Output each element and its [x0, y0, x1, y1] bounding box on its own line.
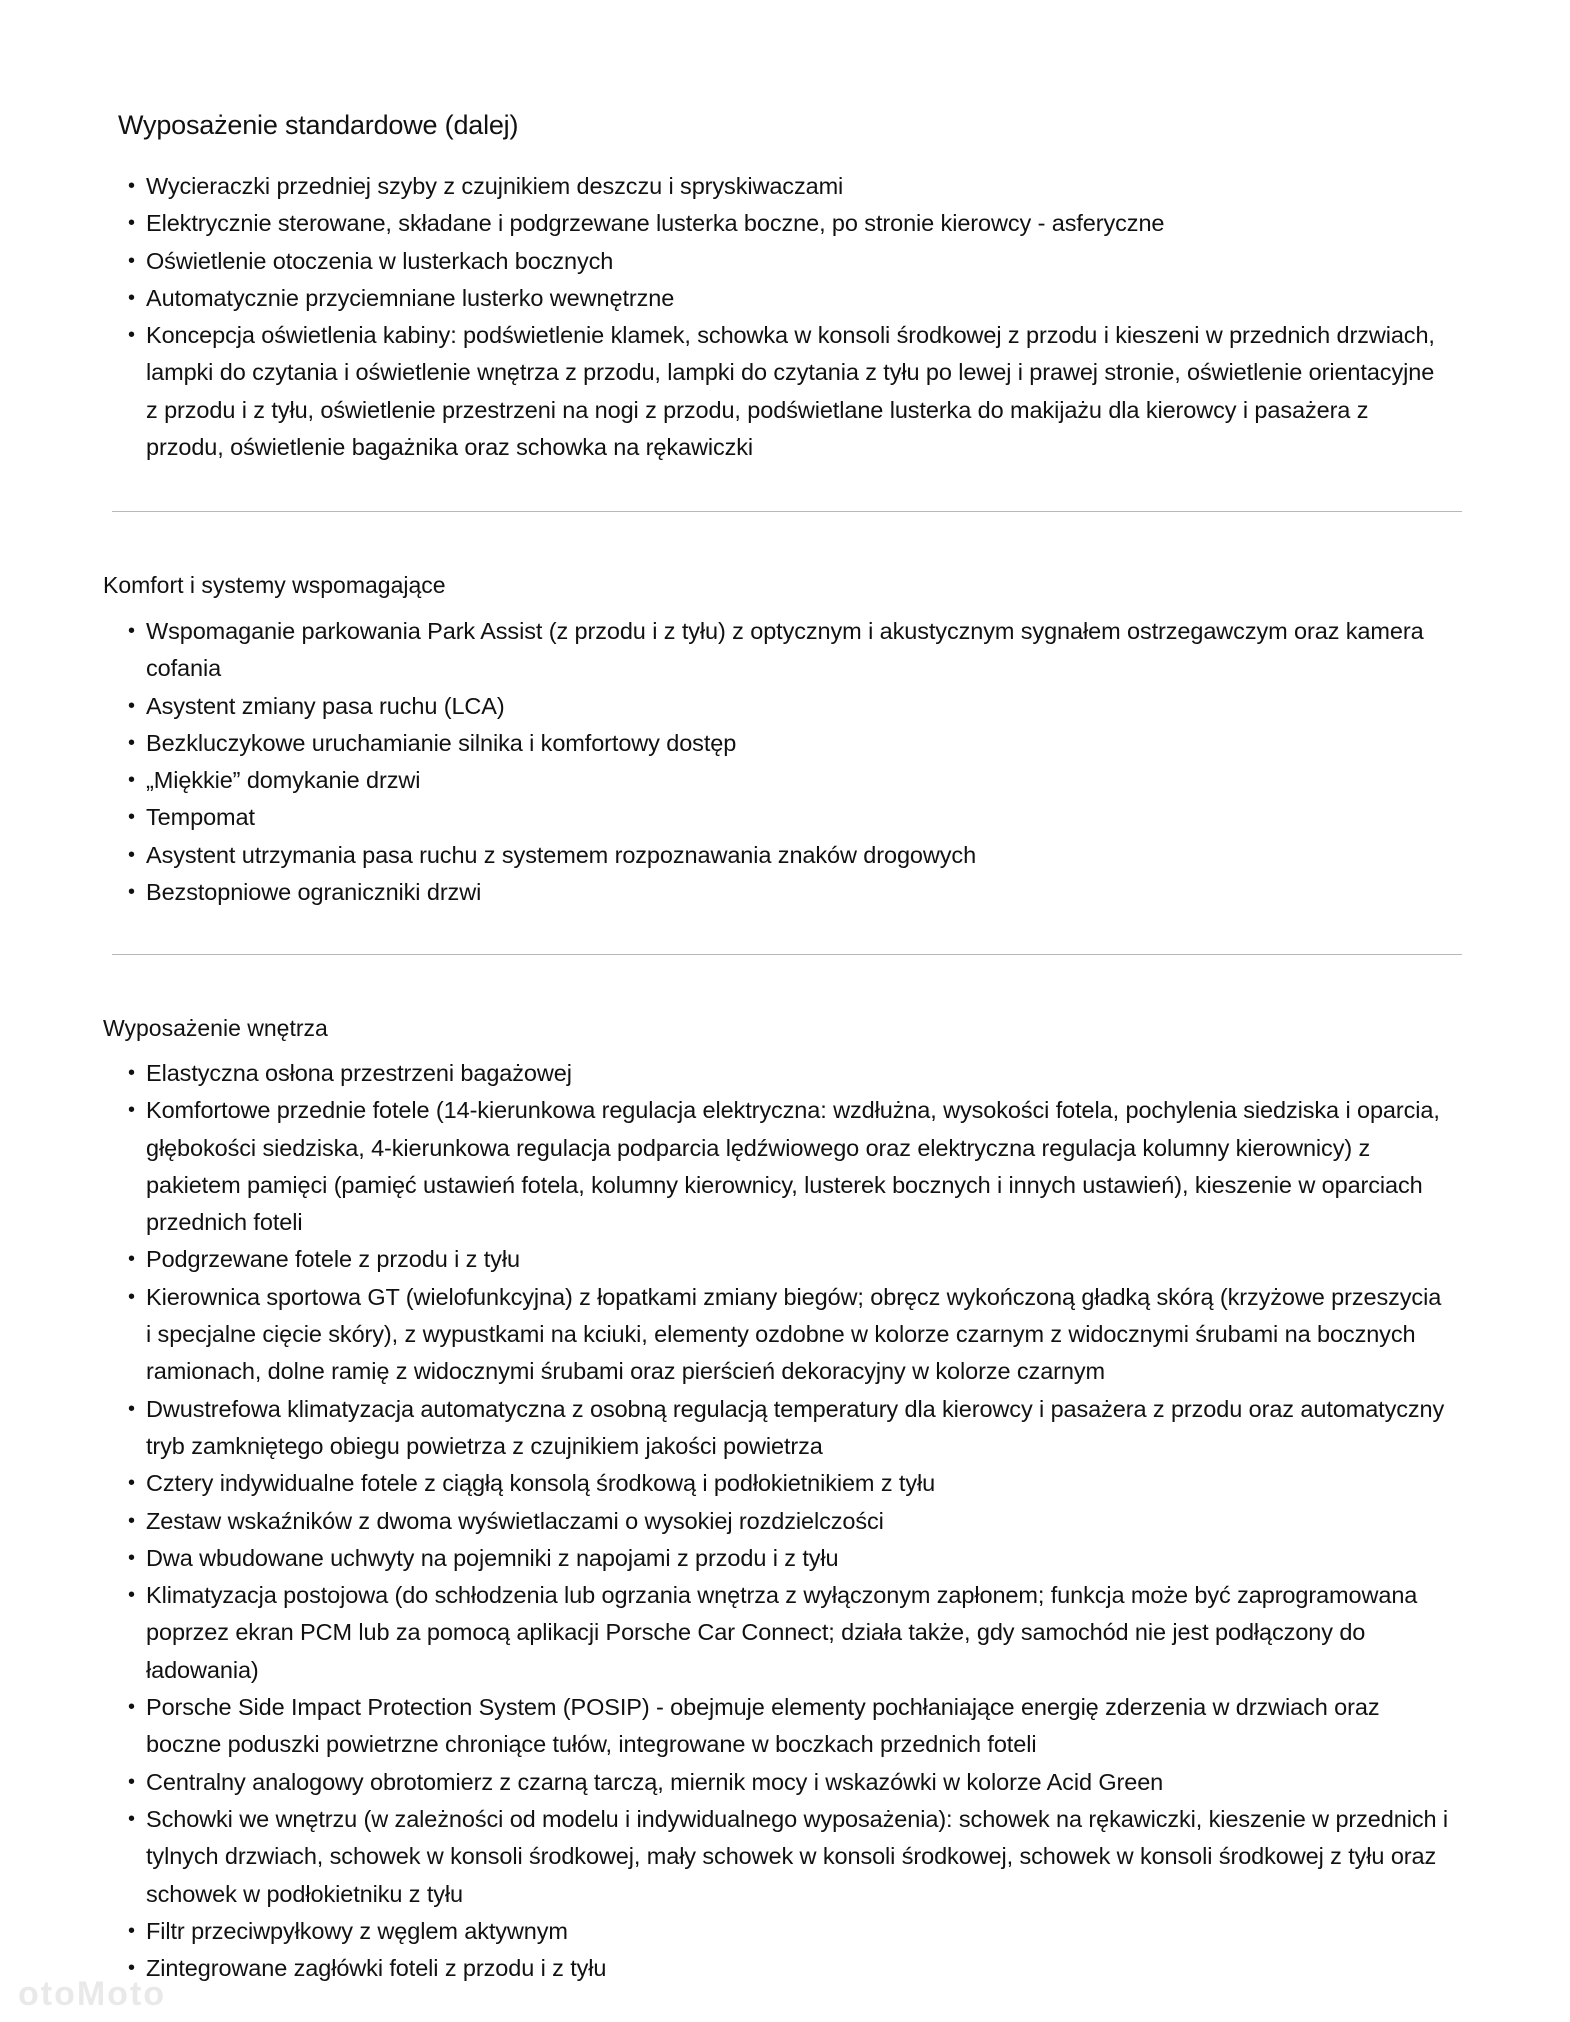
bullet-icon: • [128, 324, 135, 347]
list-item-text: Tempomat [146, 804, 255, 831]
bullet-icon: • [128, 1584, 135, 1607]
list-item [128, 613, 1448, 688]
list-item-text: Oświetlenie otoczenia w lusterkach bocznych [146, 247, 614, 274]
bullet-icon: • [128, 1397, 135, 1420]
section-list-standard-equipment [128, 168, 1448, 466]
list-item [128, 1241, 1448, 1278]
bullet-icon: • [128, 1285, 135, 1308]
bullet-icon: • [128, 212, 135, 235]
bullet-icon: • [128, 843, 135, 866]
list-item-text: Asystent zmiany pasa ruchu (LCA) [146, 692, 505, 719]
list-item-text: Bezstopniowe ograniczniki drzwi [146, 879, 482, 906]
list-item-text: Cztery indywidualne fotele z ciągłą konsolą środkową i podłokietnikiem z tyłu [146, 1470, 936, 1497]
list-item [128, 168, 1448, 205]
bullet-icon: • [128, 881, 135, 904]
bullet-icon: • [128, 1472, 135, 1495]
list-item [128, 1689, 1448, 1764]
list-item [128, 1913, 1448, 1950]
bullet-icon: • [128, 1509, 135, 1532]
list-item [128, 1391, 1448, 1466]
list-item-text: Asystent utrzymania pasa ruchu z systemem rozpoznawania znaków drogowych [146, 841, 977, 868]
list-item [128, 1503, 1448, 1540]
list-item-text: Filtr przeciwpyłkowy z węglem aktywnym [146, 1917, 568, 1944]
bullet-icon: • [128, 806, 135, 829]
bullet-icon: • [128, 249, 135, 272]
bullet-icon: • [128, 1248, 135, 1271]
section-list-comfort-systems [128, 613, 1448, 911]
list-item [128, 1055, 1448, 1092]
bullet-icon: • [128, 1062, 135, 1084]
list-item [128, 1092, 1448, 1241]
section-list-interior-equipment [128, 1055, 1448, 1987]
section-divider [112, 954, 1462, 955]
list-item-text: Komfortowe przednie fotele (14-kierunkowa regulacja elektryczna: wzdłużna, wysokości fotela, pochylenia siedziska i oparcia, głębokości siedziska, 4-kierunkowa regulacja podparcia lędźwiowego oraz elektryczna regulacja kolumny kierownicy) z pakietem pamięci (pamięć ustawień fotela, kolumny kierownicy, lusterek bocznych i innych ustawień), kieszenie w oparciach przednich foteli [146, 1097, 1440, 1236]
section-divider [112, 511, 1462, 512]
bullet-icon: • [128, 694, 135, 717]
list-item [128, 1801, 1448, 1913]
list-item [128, 280, 1448, 317]
bullet-icon: • [128, 1919, 135, 1942]
watermark-logo: otoMoto [18, 1975, 167, 2013]
bullet-icon: • [128, 1770, 135, 1793]
bullet-icon: • [128, 286, 135, 309]
list-item [128, 1279, 1448, 1391]
list-item-text: Elektrycznie sterowane, składane i podgrzewane lusterka boczne, po stronie kierowcy - asferyczne [146, 210, 1165, 237]
bullet-icon: • [128, 1099, 135, 1122]
list-item-text: Wspomaganie parkowania Park Assist (z przodu i z tyłu) z optycznym i akustycznym sygnałem ostrzegawczym oraz kamera cofania [146, 618, 1424, 682]
list-item [128, 1950, 1448, 1987]
list-item [128, 205, 1448, 242]
bullet-icon: • [128, 620, 135, 642]
list-item [128, 874, 1448, 911]
list-item [128, 799, 1448, 836]
bullet-icon: • [128, 1957, 135, 1980]
list-item [128, 1764, 1448, 1801]
list-item [128, 317, 1448, 466]
list-item-text: „Miękkie” domykanie drzwi [146, 767, 421, 794]
section-title-comfort-systems: Komfort i systemy wspomagające [103, 572, 446, 598]
list-item [128, 762, 1448, 799]
list-item [128, 688, 1448, 725]
list-item-text: Wycieraczki przedniej szyby z czujnikiem deszczu i spryskiwaczami [146, 173, 844, 199]
bullet-icon: • [128, 769, 135, 792]
bullet-icon: • [128, 175, 135, 197]
list-item [128, 1540, 1448, 1577]
list-item-text: Schowki we wnętrzu (w zależności od modelu i indywidualnego wyposażenia): schowek na rękawiczki, kieszenie w przednich i tylnych drzwiach, schowek w konsoli środkowej, mały schowek w konsoli środkowej, schowek w konsoli środkowej z tyłu oraz schowek w podłokietniku z tyłu [146, 1805, 1449, 1907]
list-item-text: Centralny analogowy obrotomierz z czarną tarczą, miernik mocy i wskazówki w kolorze Acid Green [146, 1768, 1164, 1795]
list-item-text: Zestaw wskaźników z dwoma wyświetlaczami o wysokiej rozdzielczości [146, 1507, 884, 1534]
list-item [128, 1577, 1448, 1689]
list-item [128, 243, 1448, 280]
section-title-standard-equipment: Wyposażenie standardowe (dalej) [118, 110, 519, 140]
list-item-text: Dwustrefowa klimatyzacja automatyczna z osobną regulacją temperatury dla kierowcy i pasażera z przodu oraz automatyczny tryb zamkniętego obiegu powietrza z czujnikiem jakości powietrza [146, 1395, 1445, 1459]
section-title-interior-equipment: Wyposażenie wnętrza [103, 1015, 328, 1041]
bullet-icon: • [128, 1807, 135, 1830]
list-item-text: Podgrzewane fotele z przodu i z tyłu [146, 1246, 520, 1273]
list-item-text: Dwa wbudowane uchwyty na pojemniki z napojami z przodu i z tyłu [146, 1544, 839, 1571]
list-item-text: Koncepcja oświetlenia kabiny: podświetlenie klamek, schowka w konsoli środkowej z przodu i kieszeni w przednich drzwiach, lampki do czytania i oświetlenie wnętrza z przodu, lampki do czytania z tyłu po lewej i prawej stronie, oświetlenie orientacyjne z przodu i z tyłu, oświetlenie przestrzeni na nogi z przodu, podświetlane lusterka do makijażu dla kierowcy i pasażera z przodu, oświetlenie bagażnika oraz schowka na rękawiczki [146, 322, 1435, 461]
list-item-text: Elastyczna osłona przestrzeni bagażowej [146, 1060, 572, 1086]
list-item-text: Zintegrowane zagłówki foteli z przodu i z tyłu [146, 1955, 607, 1982]
list-item [128, 1465, 1448, 1502]
bullet-icon: • [128, 731, 135, 754]
list-item [128, 837, 1448, 874]
list-item-text: Klimatyzacja postojowa (do schłodzenia lub ogrzania wnętrza z wyłączonym zapłonem; funkcja może być zaprogramowana poprzez ekran PCM lub za pomocą aplikacji Porsche Car Connect; działa także, gdy samochód nie jest podłączony do ładowania) [146, 1582, 1418, 1683]
bullet-icon: • [128, 1696, 135, 1719]
bullet-icon: • [128, 1546, 135, 1569]
list-item-text: Automatycznie przyciemniane lusterko wewnętrzne [146, 284, 675, 311]
list-item-text: Kierownica sportowa GT (wielofunkcyjna) z łopatkami zmiany biegów; obręcz wykończoną gładką skórą (krzyżowe przeszycia i specjalne cięcie skóry), z wypustkami na kciuki, elementy ozdobne w kolorze czarnym z widocznymi śrubami na bocznych ramionach, dolne ramię z widocznymi śrubami oraz pierścień dekoracyjny w kolorze czarnym [146, 1283, 1442, 1385]
list-item-text: Bezkluczykowe uruchamianie silnika i komfortowy dostęp [146, 729, 737, 756]
list-item-text: Porsche Side Impact Protection System (POSIP) - obejmuje elementy pochłaniające energię zderzenia w drzwiach oraz boczne poduszki powietrzne chroniące tułów, integrowane w boczkach przednich foteli [146, 1694, 1380, 1758]
list-item [128, 725, 1448, 762]
